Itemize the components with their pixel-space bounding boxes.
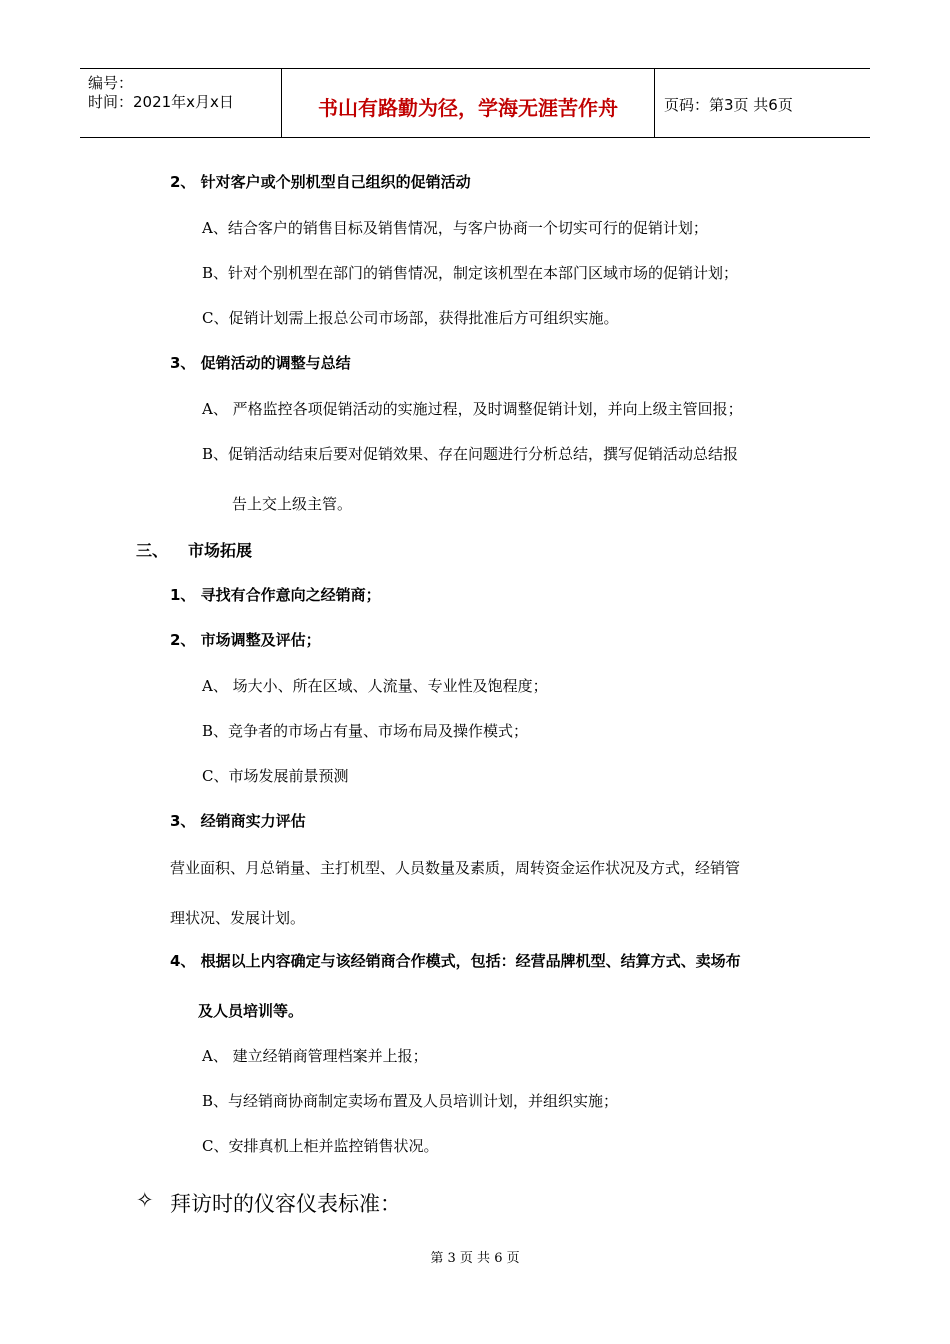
- header-center-cell: [281, 69, 655, 137]
- list-item: C、促销计划需上报总公司市场部，获得批准后方可组织实施。: [202, 309, 619, 327]
- list-item: A、 建立经销商管理档案并上报；: [202, 1047, 428, 1065]
- heading-market-eval: 2、 市场调整及评估；: [170, 631, 321, 649]
- heading-dealer-strength: 3、 经销商实力评估: [170, 812, 306, 830]
- heading-promo-own: 2、 针对客户或个别机型自己组织的促销活动: [170, 173, 471, 191]
- list-item: A、 严格监控各项促销活动的实施过程，及时调整促销计划，并向上级主管回报；: [202, 400, 743, 418]
- section-title-market: 市场拓展: [188, 541, 253, 560]
- heading-cooperation-mode: 4、 根据以上内容确定与该经销商合作模式，包括：经营品牌机型、结算方式、卖场布: [170, 952, 741, 970]
- list-item-continuation: 告上交上级主管。: [232, 495, 353, 513]
- document-date: 时间：2021年x月x日: [88, 93, 234, 111]
- list-item: C、安排真机上柜并监控销售状况。: [202, 1137, 439, 1155]
- header-right-cell: [654, 69, 870, 137]
- list-item: B、针对个别机型在部门的销售情况，制定该机型在本部门区域市场的促销计划；: [202, 264, 739, 282]
- list-item: C、市场发展前景预测: [202, 767, 349, 785]
- header-motto: 书山有路勤为径，学海无涯苦作舟: [318, 96, 618, 120]
- section-number: 三、: [136, 541, 169, 560]
- heading-visit-appearance: 拜访时的仪容仪表标准：: [170, 1192, 401, 1216]
- header-page-number: 页码：第3页 共6页: [664, 96, 793, 114]
- document-number: 编号：: [88, 74, 134, 92]
- list-item: B、促销活动结束后要对促销效果、存在问题进行分析总结，撰写促销活动总结报: [202, 445, 739, 463]
- list-item: A、结合客户的销售目标及销售情况，与客户协商一个切实可行的促销计划；: [202, 219, 708, 237]
- list-item: B、竞争者的市场占有量、市场布局及操作模式；: [202, 722, 529, 740]
- page-footer: 第 3 页 共 6 页: [430, 1251, 520, 1266]
- list-item: B、与经销商协商制定卖场布置及人员培训计划，并组织实施；: [202, 1092, 619, 1110]
- heading-promo-adjust: 3、 促销活动的调整与总结: [170, 354, 351, 372]
- paragraph-text: 理状况、发展计划。: [170, 909, 306, 927]
- header-left-cell: [80, 69, 280, 137]
- page-header: [80, 68, 870, 138]
- list-item: A、 场大小、所在区域、人流量、专业性及饱程度；: [202, 677, 548, 695]
- heading-continuation: 及人员培训等。: [198, 1002, 304, 1020]
- heading-find-dealer: 1、 寻找有合作意向之经销商；: [170, 586, 381, 604]
- diamond-bullet-icon: ✧: [136, 1188, 154, 1212]
- paragraph-text: 营业面积、月总销量、主打机型、人员数量及素质，周转资金运作状况及方式，经销管: [170, 859, 741, 877]
